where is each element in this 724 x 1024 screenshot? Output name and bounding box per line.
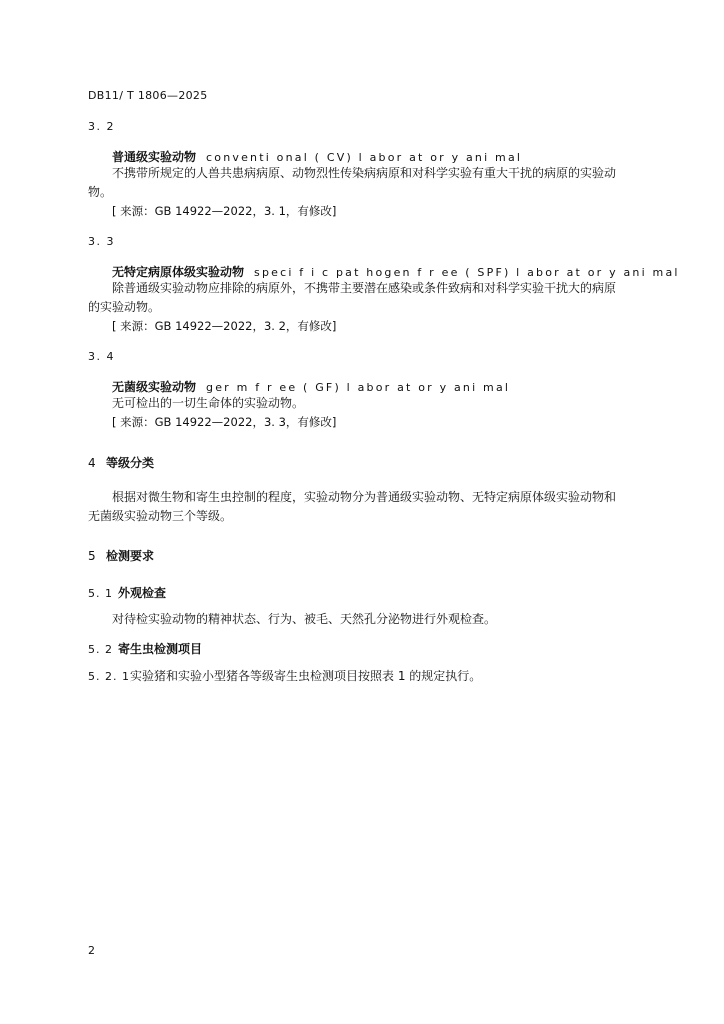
term-definition: 不携带所规定的人兽共患病病原、动物烈性传染病病原和对科学实验有重大干扰的病原的实验动 xyxy=(112,166,617,180)
subsection-heading xyxy=(88,584,166,601)
section-number: 4 xyxy=(88,456,97,470)
clause-text: 实验猪和实验小型猪各等级寄生虫检测项目按照表 1 的规定执行。 xyxy=(130,669,482,683)
section-paragraph: 根据对微生物和寄生虫控制的程度，实验动物分为普通级实验动物、无特定病原体级实验动物和 xyxy=(112,490,617,504)
term-number: 3. 4 xyxy=(88,350,115,363)
section-number: 5 xyxy=(88,549,97,563)
term-heading xyxy=(112,376,510,395)
term-definition: 除普通级实验动物应排除的病原外，不携带主要潜在感染或条件致病和对科学实验干扰大的病原 xyxy=(112,281,617,295)
term-source: [ 来源：GB 14922—2022，3. 3，有修改] xyxy=(112,415,337,429)
term-number: 3. 3 xyxy=(88,235,115,248)
term-heading xyxy=(112,146,522,165)
clause-number: 5. 2. 1 xyxy=(88,670,130,683)
section-heading xyxy=(88,454,154,471)
term-definition-continued: 的实验动物。 xyxy=(88,300,161,314)
term-english: conventi onal ( CV) l abor at or y ani mal xyxy=(206,151,523,164)
subsection-title: 外观检查 xyxy=(118,586,167,600)
term-definition-continued: 物。 xyxy=(88,185,113,199)
term-chinese: 普通级实验动物 xyxy=(112,150,197,164)
section-title: 等级分类 xyxy=(106,456,155,470)
section-title: 检测要求 xyxy=(106,549,155,563)
subsection-heading xyxy=(88,640,202,657)
term-definition: 无可检出的一切生命体的实验动物。 xyxy=(112,396,305,410)
clause xyxy=(88,668,481,685)
term-chinese: 无特定病原体级实验动物 xyxy=(112,265,245,279)
term-english: ger m f r ee ( GF) l abor at or y ani mal xyxy=(206,381,511,394)
subsection-paragraph: 对待检实验动物的精神状态、行为、被毛、天然孔分泌物进行外观检查。 xyxy=(112,612,497,626)
term-english: speci f i c pat hogen f r ee ( SPF) l abor at or y ani mal xyxy=(254,266,680,279)
term-source: [ 来源：GB 14922—2022，3. 1，有修改] xyxy=(112,204,337,218)
section-heading xyxy=(88,547,154,564)
subsection-number: 5. 2 xyxy=(88,643,113,656)
page-number: 2 xyxy=(88,944,95,957)
subsection-number: 5. 1 xyxy=(88,587,113,600)
term-heading xyxy=(112,261,680,280)
term-number: 3. 2 xyxy=(88,120,115,133)
section-paragraph-continued: 无菌级实验动物三个等级。 xyxy=(88,509,233,523)
term-chinese: 无菌级实验动物 xyxy=(112,380,197,394)
term-source: [ 来源：GB 14922—2022，3. 2，有修改] xyxy=(112,319,337,333)
subsection-title: 寄生虫检测项目 xyxy=(118,642,203,656)
document-number: DB11/ T 1806—2025 xyxy=(88,89,208,102)
